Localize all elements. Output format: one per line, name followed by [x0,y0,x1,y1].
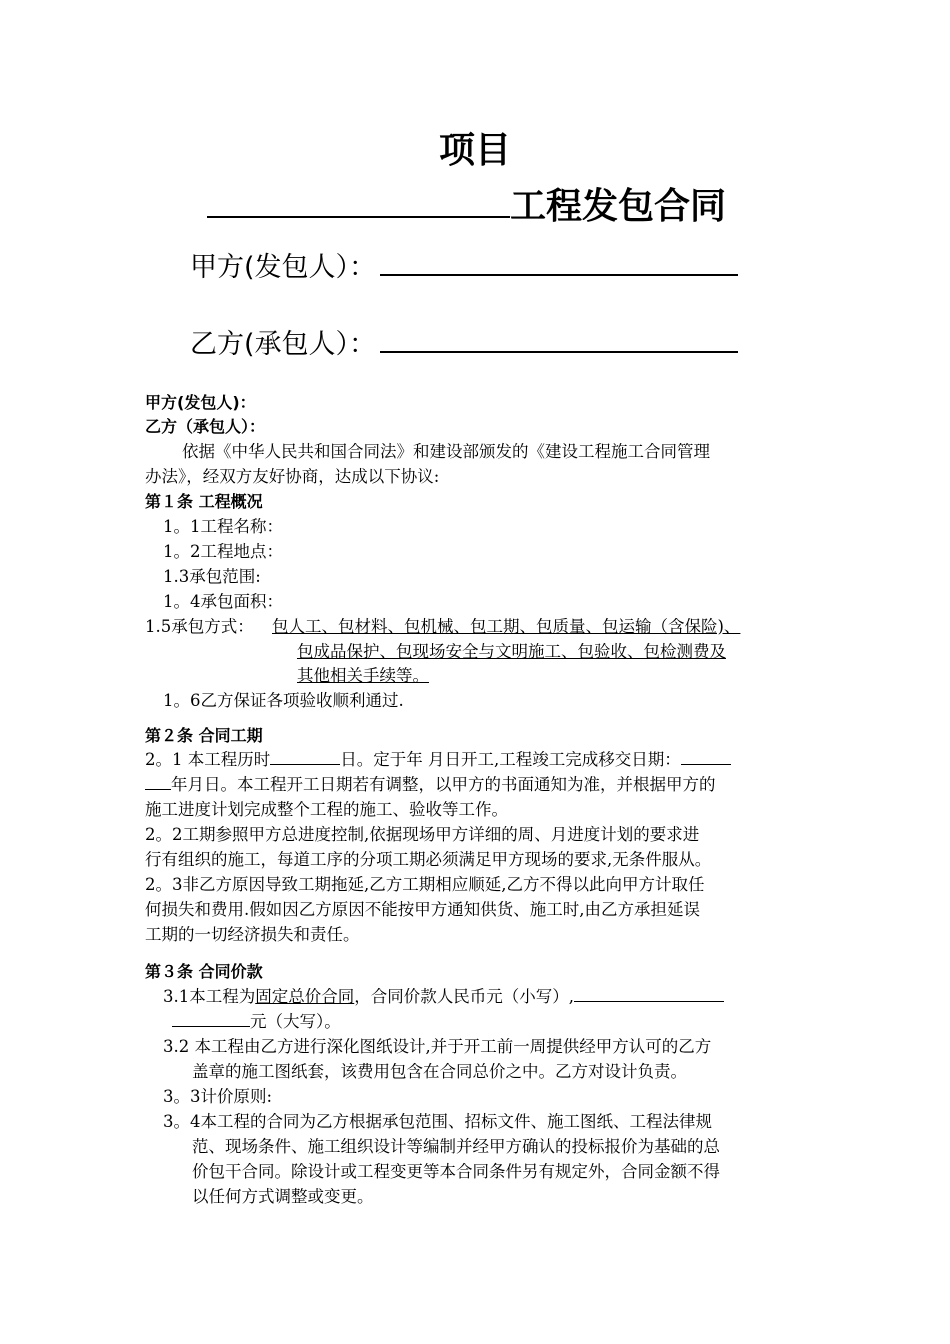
article-2-p1-b: 日。定于年 月日开工,工程竣工完成移交日期： [340,750,681,769]
completion-date-blank [681,748,731,765]
price-uppercase-blank [172,1010,250,1027]
party-a-line: 甲方(发包人)： [145,393,256,412]
completion-date-blank-cont [145,773,171,790]
article-2-p3-line-1: 2。3非乙方原因导致工期拖延,乙方工期相应顺延,乙方不得以此向甲方计取任 [145,875,705,894]
article-2-p1-line-3: 施工进度计划完成整个工程的施工、验收等工作。 [145,800,508,819]
article-3-p1-c: 元（大写）。 [250,1012,341,1031]
article-1-heading: 第１条 工程概况 [145,492,263,511]
article-1-item-5-line-1: 包人工、包材料、包机械、包工期、包质量、包运输（含保险)、 [272,617,741,636]
article-1-item-3: 1.3承包范围: [163,567,261,586]
article-1-item-2: 1。2工程地点： [163,542,283,561]
cover-party-a-label: 甲方(发包人）： [190,252,377,283]
article-3-p3: 3。3计价原则: [163,1087,273,1106]
project-name-blank [207,180,510,218]
cover-party-a-blank [380,246,738,276]
article-2-p1-c: 年月日。本工程开工日期若有调整，以甲方的书面通知为准，并根据甲方的 [171,775,716,794]
cover-party-b-blank [380,323,738,353]
article-3-p1-line-1 [163,985,724,1009]
article-2-p3-line-3: 工期的一切经济损失和责任。 [145,925,360,944]
article-2-p1-line-2 [145,773,716,797]
article-1-item-1: 1。1工程名称： [163,517,283,536]
duration-blank [270,748,340,765]
article-3-heading: 第３条 合同价款 [145,962,263,981]
document-title-text: 工程发包合同 [510,186,727,227]
price-lowercase-blank [574,985,724,1002]
cover-party-b-label: 乙方(承包人）： [190,329,377,360]
cover-party-b [190,323,738,362]
article-2-heading: 第２条 合同工期 [145,726,263,745]
article-2-p1-a: 2。1 本工程历时 [145,750,271,769]
article-1-item-5-label: 1.5承包方式： [145,617,254,636]
article-2-p2-line-2: 行有组织的施工，每道工序的分项工期必须满足甲方现场的要求,无条件服从。 [145,850,712,869]
article-1-item-5-line-3: 其他相关手续等。 [297,666,429,685]
article-3-p4-line-2: 范、现场条件、施工组织设计等编制并经甲方确认的投标报价为基础的总 [192,1137,720,1156]
article-1-item-5-line-2: 包成品保护、包现场安全与文明施工、包验收、包检测费及 [297,642,726,661]
article-3-p1-b: ，合同价款人民币元（小写）, [354,987,574,1006]
article-3-p1-contract-type: 固定总价合同 [255,987,355,1006]
document-title-line1: 项目 [438,130,511,171]
document-title-line2 [207,180,726,228]
article-2-p2-line-1: 2。2工期参照甲方总进度控制,依据现场甲方详细的周、月进度计划的要求进 [145,825,700,844]
article-3-p2-line-1: 3.2 本工程由乙方进行深化图纸设计,并于开工前一周提供经甲方认可的乙方 [163,1037,712,1056]
article-3-p4-line-1: 3。4本工程的合同为乙方根据承包范围、招标文件、施工图纸、工程法律规 [163,1112,712,1131]
article-1-item-4: 1。4承包面积： [163,592,283,611]
intro-line-1: 依据《中华人民共和国合同法》和建设部颁发的《建设工程施工合同管理 [182,442,710,461]
article-2-p1-line-1 [145,748,731,772]
article-3-p4-line-3: 价包干合同。除设计或工程变更等本合同条件另有规定外，合同金额不得 [192,1162,720,1181]
article-1-item-6: 1。6乙方保证各项验收顺利通过. [163,691,404,710]
article-2-p3-line-2: 何损失和费用.假如因乙方原因不能按甲方通知供货、施工时,由乙方承担延误 [145,900,700,919]
intro-line-2: 办法》，经双方友好协商，达成以下协议: [145,467,440,486]
article-3-p1-line-2 [172,1010,341,1034]
party-b-line: 乙方（承包人）： [145,417,266,436]
cover-party-a [190,246,738,285]
article-3-p2-line-2: 盖章的施工图纸套，该费用包含在合同总价之中。乙方对设计负责。 [192,1062,687,1081]
article-3-p1-a: 3.1本工程为 [163,987,256,1006]
article-3-p4-line-4: 以任何方式调整或变更。 [192,1187,374,1206]
